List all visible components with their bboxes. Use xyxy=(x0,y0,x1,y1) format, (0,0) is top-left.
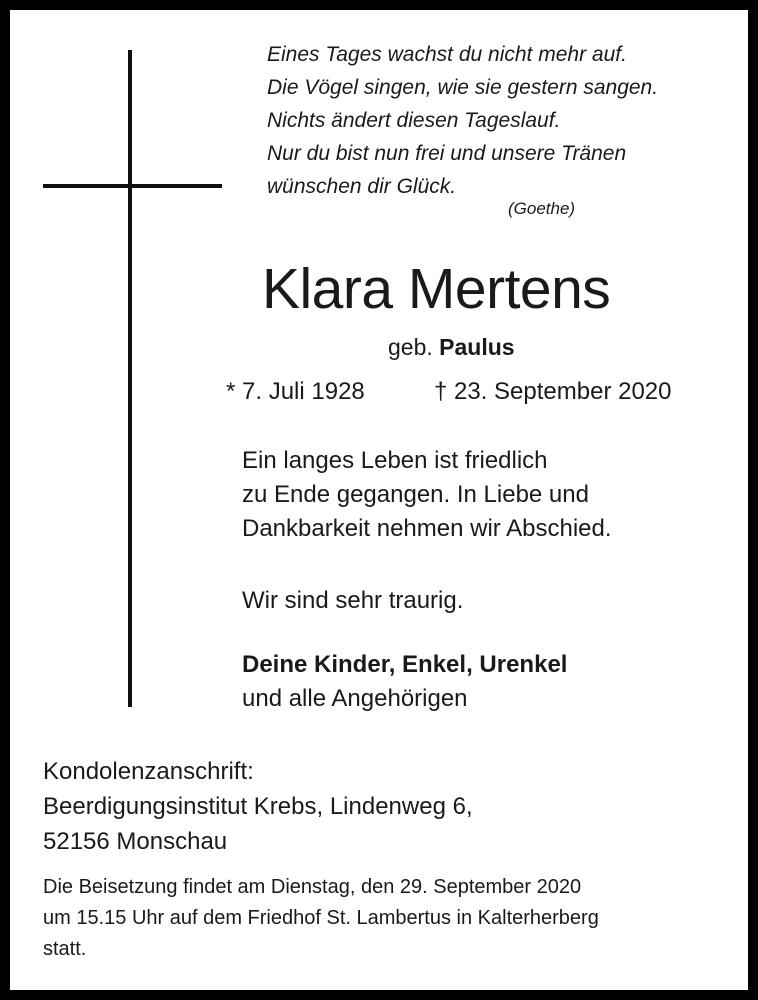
sad-message: Wir sind sehr traurig. xyxy=(242,587,464,614)
mourners-others: und alle Angehörigen xyxy=(242,685,468,712)
condolence-line: Kondolenzanschrift: xyxy=(43,758,254,785)
farewell-message xyxy=(242,444,612,546)
message-line: zu Ende gegangen. In Liebe und xyxy=(242,481,589,508)
poem-line: wünschen dir Glück. xyxy=(267,175,457,198)
message-line: Ein langes Leben ist friedlich xyxy=(242,447,548,474)
birth-date: * 7. Juli 1928 xyxy=(226,378,365,405)
cross-icon-horizontal xyxy=(43,184,222,188)
condolence-line: 52156 Monschau xyxy=(43,828,228,855)
poem-line: Eines Tages wachst du nicht mehr auf. xyxy=(267,43,627,66)
maiden-name xyxy=(388,334,515,361)
poem xyxy=(267,38,658,203)
poem-line: Die Vögel singen, wie sie gestern sangen. xyxy=(267,76,659,99)
mourners xyxy=(242,648,567,716)
deceased-name: Klara Mertens xyxy=(262,257,611,321)
death-date: † 23. September 2020 xyxy=(434,378,672,405)
poem-line: Nichts ändert diesen Tageslauf. xyxy=(267,109,561,132)
burial-line: Die Beisetzung findet am Dienstag, den 29. September 2020 xyxy=(43,876,582,898)
mourners-family: Deine Kinder, Enkel, Urenkel xyxy=(242,651,568,678)
poem-line: Nur du bist nun frei und unsere Tränen xyxy=(267,142,627,165)
condolence-address xyxy=(43,754,473,859)
burial-notice xyxy=(43,872,599,965)
poem-author: (Goethe) xyxy=(508,199,576,218)
condolence-line: Beerdigungsinstitut Krebs, Lindenweg 6, xyxy=(43,793,473,820)
cross-icon-vertical xyxy=(128,50,132,707)
burial-line: statt. xyxy=(43,938,87,960)
maiden-prefix: geb. xyxy=(388,334,433,360)
maiden-surname: Paulus xyxy=(439,334,515,360)
message-line: Dankbarkeit nehmen wir Abschied. xyxy=(242,515,612,542)
burial-line: um 15.15 Uhr auf dem Friedhof St. Lambertus in Kalterherberg xyxy=(43,907,599,929)
